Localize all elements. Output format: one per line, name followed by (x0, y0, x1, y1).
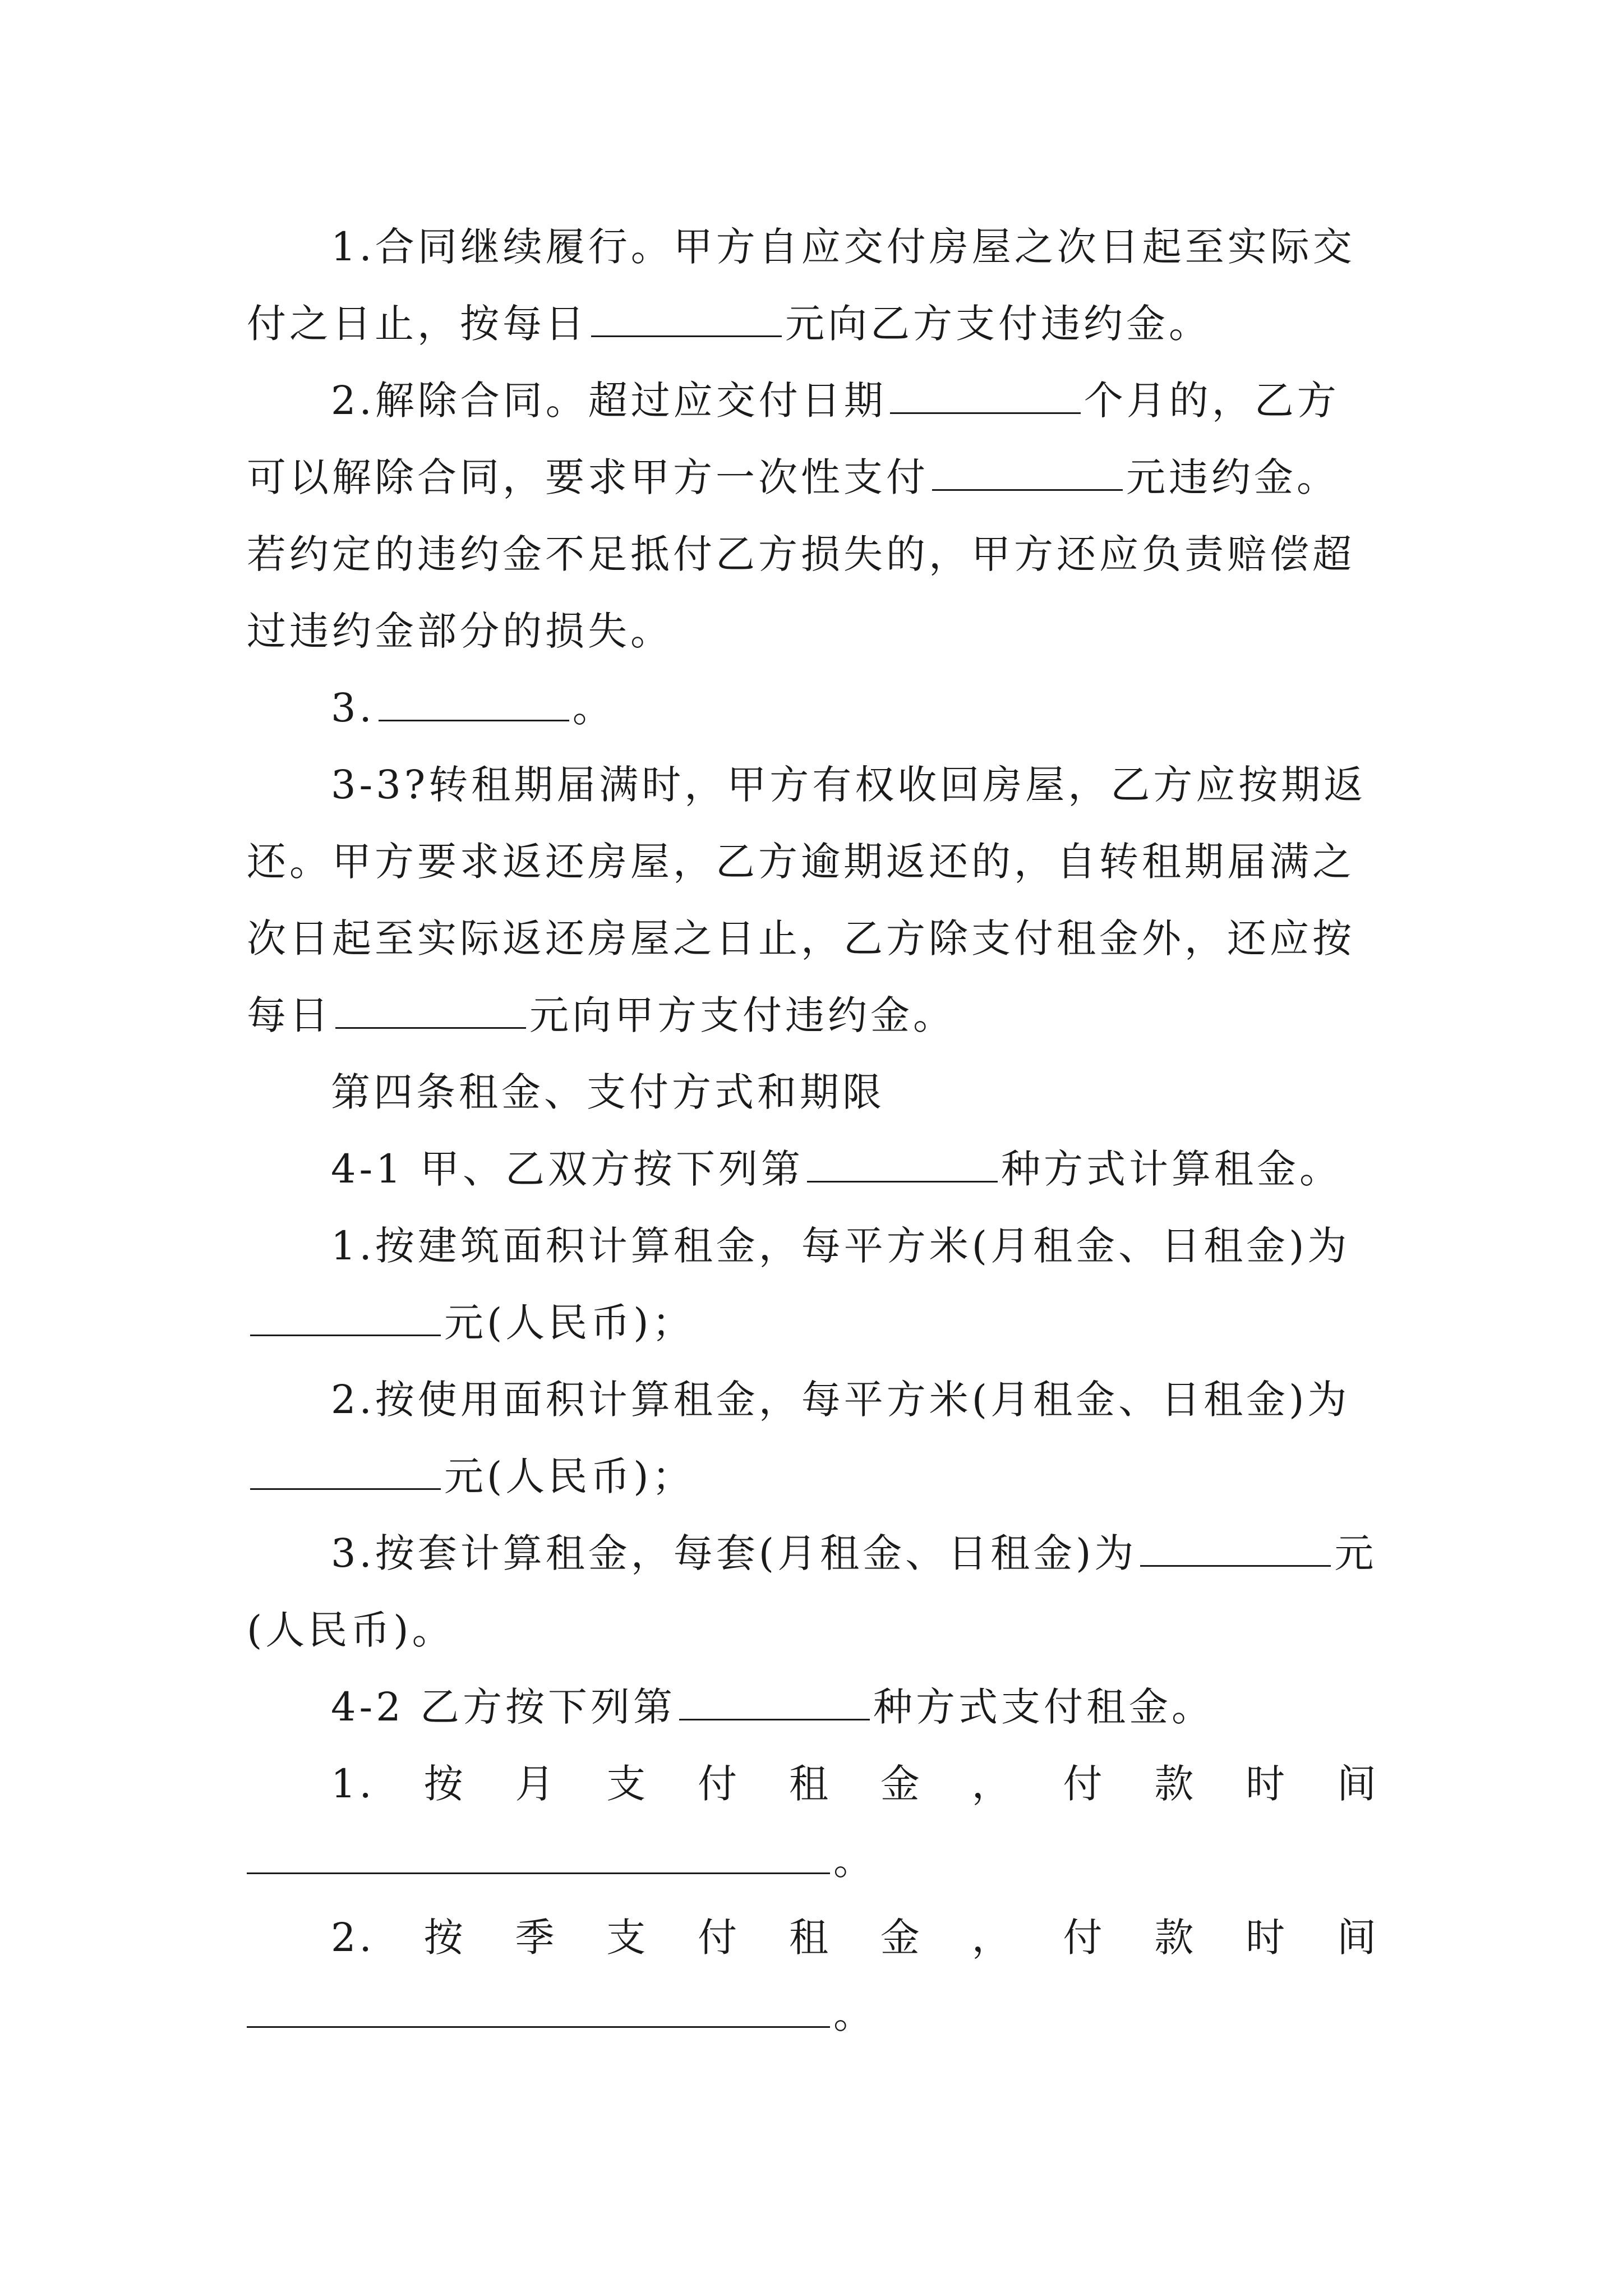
text: 元(人民币)。 (247, 1530, 1377, 1653)
text: 1.合同继续履行。甲方自应交付房屋之次日起至实际交付之日止，按每日 (247, 224, 1355, 347)
text: 2.按季支付租金，付款时间 (331, 1915, 1380, 1961)
paragraph-pay-quarterly-line2 (247, 1976, 1380, 2053)
paragraph-rent-per-unit (247, 1515, 1380, 1669)
blank-field[interactable] (679, 1684, 870, 1720)
blank-field[interactable] (250, 1300, 441, 1336)
text: 4-1 甲、乙双方按下列第 (331, 1146, 804, 1192)
blank-field[interactable] (890, 378, 1081, 414)
paragraph-pay-quarterly-line1 (247, 1899, 1380, 1976)
paragraph-4-2 (247, 1669, 1380, 1746)
blank-field[interactable] (247, 1991, 830, 2028)
text: 。 (572, 685, 615, 731)
text: 1.按月支付租金，付款时间 (331, 1761, 1380, 1807)
text: 4-2 乙方按下列第 (331, 1684, 676, 1730)
text: 3.按套计算租金，每套(月租金、日租金)为 (331, 1530, 1137, 1576)
text: 2.按使用面积计算租金，每平方米(月租金、日租金)为 (331, 1377, 1350, 1423)
text: 1.按建筑面积计算租金，每平方米(月租金、日租金)为 (331, 1223, 1350, 1269)
blank-field[interactable] (932, 454, 1123, 491)
text: 。 (833, 1838, 876, 1884)
text: 2.解除合同。超过应交付日期 (331, 378, 887, 424)
paragraph-rent-building-area (247, 1208, 1380, 1361)
section-heading-article-4 (247, 1054, 1380, 1131)
text: 。 (833, 1991, 876, 2037)
paragraph-pay-monthly-line1 (247, 1746, 1380, 1823)
text: 元(人民币)； (444, 1300, 695, 1346)
blank-field[interactable] (807, 1146, 998, 1182)
blank-field[interactable] (247, 1838, 830, 1874)
text: 种方式支付租金。 (873, 1684, 1214, 1730)
paragraph-pay-monthly-line2 (247, 1823, 1380, 1899)
text: 3. (331, 685, 375, 731)
text: 元向甲方支付违约金。 (529, 992, 956, 1038)
paragraph-breach-continue (247, 209, 1380, 362)
text: 元(人民币)； (444, 1453, 695, 1499)
blank-field[interactable] (379, 685, 569, 721)
text: 第四条租金、支付方式和期限 (331, 1069, 885, 1115)
text: 元违约金。若约定的违约金不足抵付乙方损失的，甲方还应负责赔偿超过违约金部分的损失。 (247, 454, 1355, 654)
paragraph-3-3-sublease (247, 747, 1380, 1054)
paragraph-item-3 (247, 670, 1380, 747)
paragraph-breach-terminate (247, 362, 1380, 670)
text: 种方式计算租金。 (1000, 1146, 1342, 1192)
blank-field[interactable] (1140, 1530, 1331, 1567)
blank-field[interactable] (591, 301, 782, 337)
text: 3-3?转租期届满时，甲方有权收回房屋，乙方应按期返还。甲方要求返还房屋，乙方逾期返还的，自转租期届满之次日起至实际返还房屋之日止，乙方除支付租金外，还应按每日 (247, 762, 1367, 1038)
blank-field[interactable] (250, 1453, 441, 1490)
text: 个月的，乙方可以解除合同，要求甲方一次性支付 (247, 378, 1340, 500)
blank-field[interactable] (335, 992, 526, 1029)
paragraph-4-1 (247, 1131, 1380, 1208)
text: 元向乙方支付违约金。 (785, 301, 1211, 347)
paragraph-rent-usable-area (247, 1361, 1380, 1515)
